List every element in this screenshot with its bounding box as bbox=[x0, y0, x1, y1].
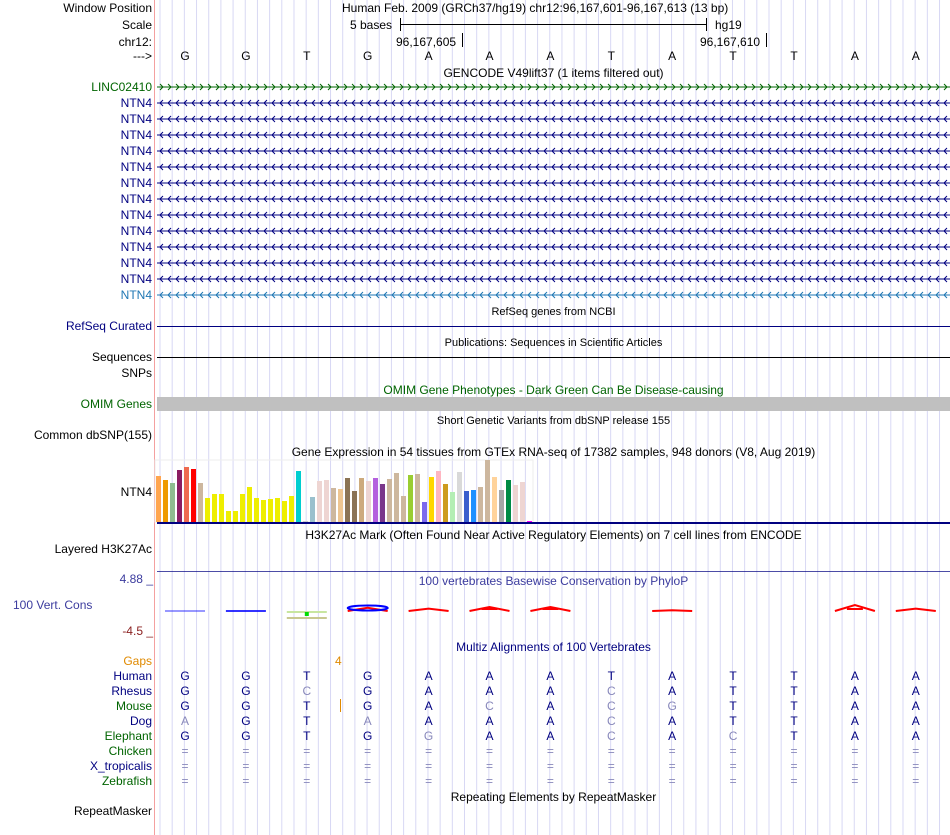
aligned-base: A bbox=[546, 729, 555, 743]
gtex-frame bbox=[155, 460, 533, 522]
gtex-bar[interactable] bbox=[394, 473, 399, 522]
base: A bbox=[546, 49, 555, 63]
aligned-base: C bbox=[606, 699, 616, 713]
aligned-base: = bbox=[181, 774, 189, 788]
aligned-base: A bbox=[850, 699, 859, 713]
aligned-base: G bbox=[180, 699, 190, 713]
species-label[interactable]: Zebrafish bbox=[101, 774, 152, 788]
gtex-bar[interactable] bbox=[331, 488, 336, 522]
aligned-base: = bbox=[729, 759, 737, 773]
h3k27ac-title: H3K27Ac Mark (Often Found Near Active Regulatory Elements) on 7 cell lines from ENCODE bbox=[305, 528, 802, 542]
multiz-title: Multiz Alignments of 100 Vertebrates bbox=[456, 640, 651, 654]
aligned-base: A bbox=[424, 699, 433, 713]
aligned-base: = bbox=[181, 744, 189, 758]
h3k27ac-label[interactable]: Layered H3K27Ac bbox=[54, 542, 152, 556]
aligned-base: C bbox=[302, 684, 312, 698]
gtex-bar[interactable] bbox=[163, 480, 168, 522]
gtex-bar[interactable] bbox=[317, 481, 322, 522]
aligned-base: = bbox=[485, 774, 493, 788]
aligned-base: A bbox=[850, 714, 859, 728]
chrom-label: chr12: bbox=[118, 35, 152, 49]
gtex-bar[interactable] bbox=[422, 502, 427, 522]
tick-mark bbox=[462, 33, 463, 47]
gene-feature[interactable] bbox=[157, 194, 950, 204]
scale-bar-end bbox=[400, 18, 401, 31]
scale-text: 5 bases bbox=[350, 18, 393, 32]
gtex-bar[interactable] bbox=[219, 494, 224, 522]
snps-label[interactable]: SNPs bbox=[121, 366, 152, 380]
gtex-bar[interactable] bbox=[401, 496, 406, 522]
aligned-base: = bbox=[668, 744, 676, 758]
aligned-base: = bbox=[912, 774, 920, 788]
h3k27ac-line bbox=[157, 571, 950, 572]
refseq-line[interactable] bbox=[157, 326, 950, 327]
gtex-bar[interactable] bbox=[212, 494, 217, 522]
aligned-base: = bbox=[303, 759, 311, 773]
aligned-base: = bbox=[425, 744, 433, 758]
gene-label[interactable]: NTN4 bbox=[120, 144, 152, 158]
aligned-base: = bbox=[546, 759, 554, 773]
aligned-base: A bbox=[911, 714, 920, 728]
base: A bbox=[850, 49, 859, 63]
conservation-ymin: -4.5 _ bbox=[122, 624, 153, 638]
gtex-bar[interactable] bbox=[450, 492, 455, 522]
aligned-base: A bbox=[668, 684, 677, 698]
base: T bbox=[303, 49, 311, 63]
gene-label[interactable]: NTN4 bbox=[120, 208, 152, 222]
publications-title: Publications: Sequences in Scientific Articles bbox=[444, 337, 663, 349]
sequences-label[interactable]: Sequences bbox=[91, 350, 152, 364]
aligned-base: G bbox=[667, 699, 677, 713]
aligned-base: = bbox=[607, 759, 615, 773]
aligned-base: A bbox=[668, 669, 677, 683]
gene-feature[interactable] bbox=[157, 210, 950, 220]
gtex-bar[interactable] bbox=[156, 476, 161, 522]
aligned-base: T bbox=[303, 669, 311, 683]
conservation-mark bbox=[896, 609, 936, 611]
gene-feature[interactable] bbox=[157, 226, 950, 236]
gap-marker bbox=[340, 699, 341, 712]
aligned-base: T bbox=[729, 684, 737, 698]
aligned-base: T bbox=[303, 714, 311, 728]
aligned-base: G bbox=[180, 684, 190, 698]
window-position: Human Feb. 2009 (GRCh37/hg19) chr12:96,167,601-96,167,613 (13 bp) bbox=[342, 1, 729, 15]
gene-feature[interactable] bbox=[157, 178, 950, 188]
gtex-bar[interactable] bbox=[261, 500, 266, 522]
scale-bar-end bbox=[706, 18, 707, 31]
aligned-base: A bbox=[424, 714, 433, 728]
gtex-bar[interactable] bbox=[499, 490, 504, 522]
omim-label[interactable]: OMIM Genes bbox=[80, 397, 152, 411]
gene-label[interactable]: NTN4 bbox=[120, 176, 152, 190]
base: T bbox=[729, 49, 737, 63]
aligned-base: T bbox=[790, 684, 798, 698]
conservation-label[interactable]: 100 Vert. Cons bbox=[13, 598, 93, 612]
aligned-base: G bbox=[180, 669, 190, 683]
gtex-bar[interactable] bbox=[247, 487, 252, 522]
aligned-base: = bbox=[364, 759, 372, 773]
aligned-base: = bbox=[668, 759, 676, 773]
aligned-base: G bbox=[241, 729, 251, 743]
gene-label[interactable]: LINC02410 bbox=[91, 80, 152, 94]
aligned-base: A bbox=[850, 729, 859, 743]
gtex-bar[interactable] bbox=[240, 494, 245, 522]
aligned-base: A bbox=[485, 729, 494, 743]
aligned-base: A bbox=[850, 684, 859, 698]
aligned-base: T bbox=[607, 669, 615, 683]
aligned-base: A bbox=[546, 684, 555, 698]
gtex-bar[interactable] bbox=[520, 482, 525, 522]
gtex-bar[interactable] bbox=[415, 474, 420, 522]
aligned-base: = bbox=[912, 759, 920, 773]
aligned-base: = bbox=[364, 744, 372, 758]
aligned-base: G bbox=[241, 714, 251, 728]
aligned-base: = bbox=[851, 744, 859, 758]
gtex-bar[interactable] bbox=[366, 481, 371, 522]
conservation-mark bbox=[409, 609, 449, 611]
aligned-base: T bbox=[729, 669, 737, 683]
gaps-label: Gaps bbox=[123, 654, 152, 668]
aligned-base: = bbox=[668, 774, 676, 788]
repeatmasker-label[interactable]: RepeatMasker bbox=[73, 804, 152, 818]
aligned-base: = bbox=[425, 774, 433, 788]
gene-feature[interactable] bbox=[157, 82, 950, 92]
aligned-base: T bbox=[790, 729, 798, 743]
aligned-base: C bbox=[485, 699, 494, 713]
gtex-bar[interactable] bbox=[471, 490, 476, 522]
gtex-bar[interactable] bbox=[506, 480, 511, 522]
gtex-bar[interactable] bbox=[485, 460, 490, 522]
gap-count: 4 bbox=[335, 654, 342, 668]
position-tick: 96,167,605 bbox=[396, 35, 457, 49]
aligned-base: A bbox=[424, 669, 433, 683]
gtex-bar[interactable] bbox=[282, 501, 287, 522]
gtex-bar[interactable] bbox=[478, 487, 483, 522]
gtex-bar[interactable] bbox=[191, 469, 196, 522]
aligned-base: A bbox=[911, 684, 920, 698]
aligned-base: A bbox=[363, 714, 372, 728]
aligned-base: = bbox=[790, 744, 798, 758]
aligned-base: = bbox=[607, 744, 615, 758]
gene-label[interactable]: NTN4 bbox=[120, 128, 152, 142]
gtex-baseline bbox=[157, 522, 950, 524]
gene-feature[interactable] bbox=[157, 98, 950, 108]
aligned-base: T bbox=[303, 699, 311, 713]
omim-title: OMIM Gene Phenotypes - Dark Green Can Be Disease-causing bbox=[383, 383, 724, 397]
tick-mark bbox=[766, 33, 767, 47]
aligned-base: = bbox=[851, 774, 859, 788]
gene-feature[interactable] bbox=[157, 242, 950, 252]
aligned-base: A bbox=[485, 669, 494, 683]
aligned-base: = bbox=[425, 759, 433, 773]
aligned-base: A bbox=[485, 684, 494, 698]
gtex-bar[interactable] bbox=[226, 511, 231, 522]
species-label[interactable]: Chicken bbox=[108, 744, 152, 758]
gene-feature[interactable] bbox=[157, 162, 950, 172]
aligned-base: T bbox=[790, 669, 798, 683]
species-label[interactable]: Elephant bbox=[104, 729, 152, 743]
gene-feature[interactable] bbox=[157, 146, 950, 156]
aligned-base: = bbox=[607, 774, 615, 788]
aligned-base: = bbox=[303, 774, 311, 788]
gtex-bar[interactable] bbox=[492, 477, 497, 522]
gtex-bar[interactable] bbox=[170, 483, 175, 522]
aligned-base: T bbox=[303, 729, 311, 743]
gencode-title: GENCODE V49lift37 (1 items filtered out) bbox=[443, 66, 664, 80]
aligned-base: A bbox=[850, 669, 859, 683]
gtex-bar[interactable] bbox=[457, 472, 462, 522]
aligned-base: = bbox=[546, 774, 554, 788]
gene-feature[interactable] bbox=[157, 290, 950, 300]
gtex-title: Gene Expression in 54 tissues from GTEx RNA-seq of 17382 samples, 948 donors (V8, Aug 2019) bbox=[291, 445, 816, 459]
aligned-base: T bbox=[729, 714, 737, 728]
gtex-bar[interactable] bbox=[338, 489, 343, 522]
repeatmasker-title: Repeating Elements by RepeatMasker bbox=[450, 790, 657, 804]
aligned-base: = bbox=[790, 759, 798, 773]
gtex-chart[interactable] bbox=[155, 458, 535, 524]
gtex-bar[interactable] bbox=[289, 496, 294, 522]
gtex-bar[interactable] bbox=[275, 498, 280, 522]
gtex-bar[interactable] bbox=[205, 498, 210, 522]
aligned-base: C bbox=[606, 684, 616, 698]
gtex-bar[interactable] bbox=[233, 511, 238, 522]
species-label[interactable]: Rhesus bbox=[111, 684, 152, 698]
aligned-base: = bbox=[242, 744, 250, 758]
aligned-base: G bbox=[363, 684, 373, 698]
aligned-base: = bbox=[912, 744, 920, 758]
gene-label[interactable]: NTN4 bbox=[120, 288, 152, 302]
aligned-base: = bbox=[546, 744, 554, 758]
gtex-bar[interactable] bbox=[268, 499, 273, 522]
aligned-base: = bbox=[729, 774, 737, 788]
omim-bar[interactable] bbox=[157, 397, 950, 411]
aligned-base: G bbox=[363, 669, 373, 683]
gene-feature[interactable] bbox=[157, 274, 950, 284]
aligned-base: T bbox=[790, 714, 798, 728]
base: T bbox=[790, 49, 798, 63]
aligned-base: = bbox=[485, 759, 493, 773]
base: A bbox=[668, 49, 677, 63]
scale-label: Scale bbox=[121, 18, 152, 32]
sequences-line[interactable] bbox=[157, 357, 950, 358]
gtex-bar[interactable] bbox=[254, 498, 259, 522]
aligned-base: A bbox=[546, 699, 555, 713]
aligned-base: = bbox=[242, 759, 250, 773]
gtex-bar[interactable] bbox=[380, 484, 385, 522]
window-position-label: Window Position bbox=[63, 1, 152, 15]
aligned-base: = bbox=[364, 774, 372, 788]
gtex-bar[interactable] bbox=[296, 471, 301, 522]
gtex-label[interactable]: NTN4 bbox=[120, 485, 152, 499]
aligned-base: T bbox=[790, 699, 798, 713]
species-label[interactable]: X_tropicalis bbox=[89, 759, 152, 773]
aligned-base: A bbox=[546, 669, 555, 683]
aligned-base: G bbox=[241, 684, 251, 698]
label-separator bbox=[154, 0, 155, 835]
conservation-ymax: 4.88 _ bbox=[119, 572, 153, 586]
gtex-bar[interactable] bbox=[429, 477, 434, 522]
assembly-label: hg19 bbox=[715, 18, 742, 32]
aligned-base: G bbox=[241, 699, 251, 713]
aligned-base: A bbox=[485, 714, 494, 728]
conservation-title: 100 vertebrates Basewise Conservation by PhyloP bbox=[418, 574, 689, 588]
gene-feature[interactable] bbox=[157, 130, 950, 140]
dbsnp-label[interactable]: Common dbSNP(155) bbox=[33, 428, 152, 442]
aligned-base: C bbox=[606, 714, 616, 728]
gtex-bar[interactable] bbox=[387, 479, 392, 522]
gene-label[interactable]: NTN4 bbox=[120, 192, 152, 206]
position-tick: 96,167,610 bbox=[700, 35, 761, 49]
conservation-mark bbox=[652, 610, 692, 611]
aligned-base: A bbox=[668, 714, 677, 728]
base: A bbox=[424, 49, 433, 63]
base: A bbox=[485, 49, 494, 63]
species-label[interactable]: Mouse bbox=[115, 699, 152, 713]
gtex-bar[interactable] bbox=[359, 478, 364, 522]
gene-label[interactable]: NTN4 bbox=[120, 96, 152, 110]
gtex-bar[interactable] bbox=[177, 470, 182, 522]
gene-label[interactable]: NTN4 bbox=[120, 240, 152, 254]
base: G bbox=[180, 49, 190, 63]
species-label[interactable]: Human bbox=[113, 669, 152, 683]
gene-label[interactable]: NTN4 bbox=[120, 160, 152, 174]
gtex-bar[interactable] bbox=[345, 478, 350, 522]
aligned-base: A bbox=[180, 714, 189, 728]
aligned-base: = bbox=[303, 744, 311, 758]
dbsnp-title: Short Genetic Variants from dbSNP release 155 bbox=[436, 415, 671, 427]
refseq-title: RefSeq genes from NCBI bbox=[491, 306, 616, 318]
strand-label: ---> bbox=[133, 49, 152, 63]
aligned-base: = bbox=[242, 774, 250, 788]
base: G bbox=[363, 49, 373, 63]
aligned-base: G bbox=[363, 699, 373, 713]
refseq-label[interactable]: RefSeq Curated bbox=[65, 319, 152, 333]
scale-bar bbox=[400, 24, 706, 25]
aligned-base: T bbox=[729, 699, 737, 713]
aligned-base: C bbox=[606, 729, 616, 743]
aligned-base: A bbox=[911, 669, 920, 683]
species-label[interactable]: Dog bbox=[129, 714, 152, 728]
gene-feature[interactable] bbox=[157, 114, 950, 124]
base: T bbox=[607, 49, 615, 63]
aligned-base: A bbox=[546, 714, 555, 728]
gtex-bar[interactable] bbox=[324, 480, 329, 522]
conservation-plot[interactable] bbox=[157, 598, 950, 624]
gene-feature[interactable] bbox=[157, 258, 950, 268]
aligned-base: A bbox=[911, 699, 920, 713]
gtex-bar[interactable] bbox=[513, 485, 518, 522]
aligned-base: = bbox=[485, 744, 493, 758]
gtex-bar[interactable] bbox=[310, 497, 315, 522]
aligned-base: C bbox=[728, 729, 738, 743]
aligned-base: A bbox=[424, 684, 433, 698]
gene-label[interactable]: NTN4 bbox=[120, 272, 152, 286]
aligned-base: = bbox=[790, 774, 798, 788]
aligned-base: A bbox=[668, 729, 677, 743]
gtex-bar[interactable] bbox=[352, 491, 357, 522]
aligned-base: = bbox=[181, 759, 189, 773]
gtex-bar[interactable] bbox=[464, 491, 469, 522]
aligned-base: G bbox=[180, 729, 190, 743]
aligned-base: = bbox=[729, 744, 737, 758]
aligned-base: G bbox=[241, 669, 251, 683]
gtex-bar[interactable] bbox=[443, 484, 448, 522]
base: A bbox=[911, 49, 920, 63]
gtex-bar[interactable] bbox=[373, 478, 378, 522]
gtex-bar[interactable] bbox=[408, 475, 413, 522]
gtex-bar[interactable] bbox=[184, 467, 189, 522]
aligned-base: = bbox=[851, 759, 859, 773]
aligned-base: A bbox=[911, 729, 920, 743]
aligned-base: G bbox=[423, 729, 434, 743]
gtex-bar[interactable] bbox=[198, 483, 203, 522]
gene-label[interactable]: NTN4 bbox=[120, 224, 152, 238]
gene-label[interactable]: NTN4 bbox=[120, 112, 152, 126]
aligned-base: G bbox=[363, 729, 373, 743]
gtex-bar[interactable] bbox=[436, 471, 441, 522]
gene-label[interactable]: NTN4 bbox=[120, 256, 152, 270]
base: G bbox=[241, 49, 251, 63]
